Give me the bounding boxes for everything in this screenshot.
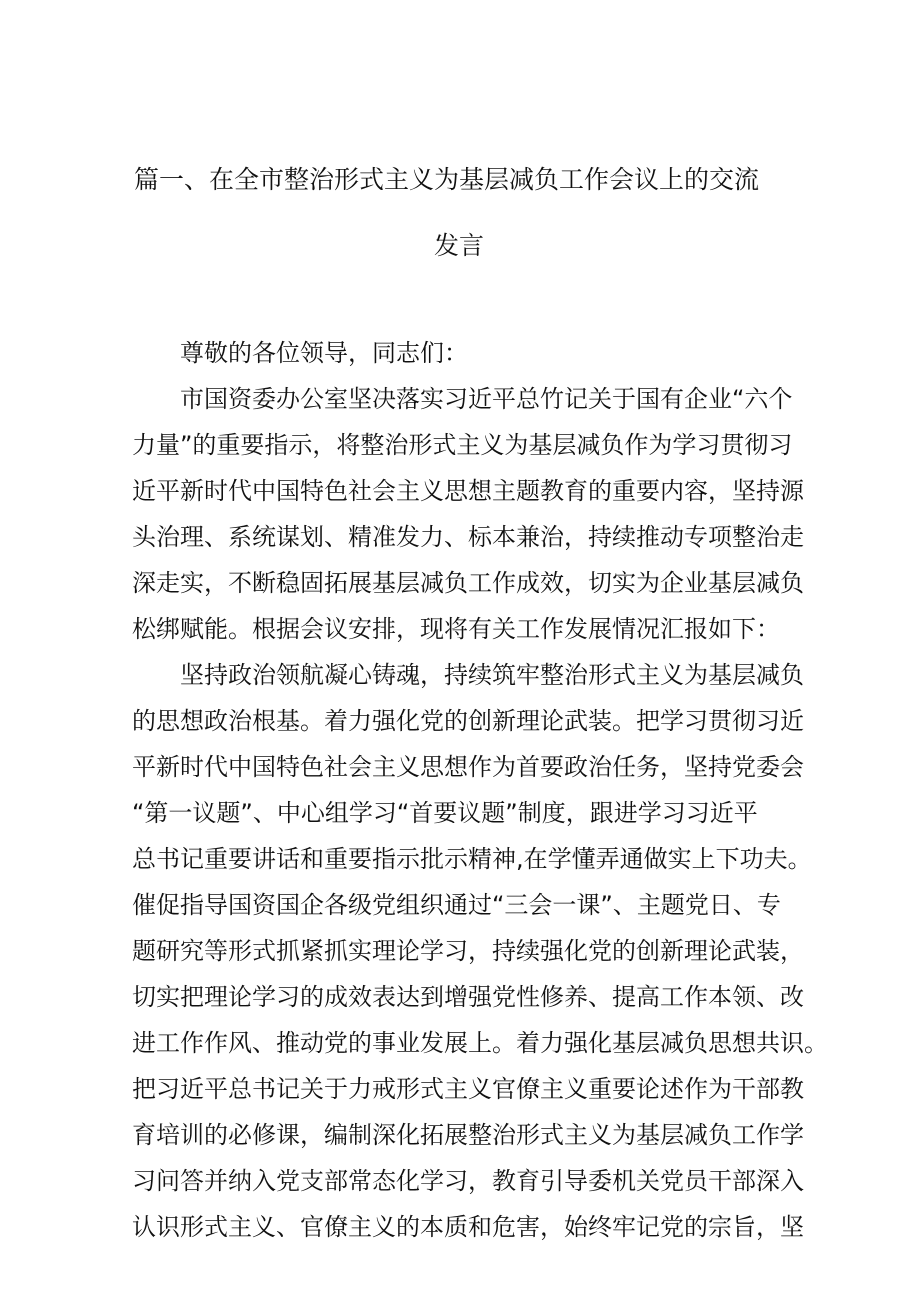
paragraph-2-line-8: 切实把理论学习的成效表达到增强党性修养、提高工作本领、改: [132, 983, 804, 1011]
paragraph-2-line-11: 育培训的必修课，编制深化拓展整治形式主义为基层减负工作学: [132, 1121, 804, 1149]
paragraph-2-line-3: 平新时代中国特色社会主义思想作为首要政治任务，坚持党委会: [132, 753, 804, 781]
paragraph-2-line-7: 题研究等形式抓紧抓实理论学习，持续强化党的创新理论武装，: [132, 937, 804, 965]
document-title-line-2: 发言: [434, 231, 485, 260]
paragraph-2-line-10: 把习近平总书记关于力戒形式主义官僚主义重要论述作为干部教: [132, 1075, 804, 1103]
paragraph-1-line-4: 头治理、系统谋划、精准发力、标本兼治，持续推动专项整治走: [132, 523, 804, 551]
paragraph-2-line-2: 的思想政治根基。着力强化党的创新理论武装。把学习贯彻习近: [132, 707, 804, 735]
document-body: [132, 330, 828, 1250]
paragraph-2-line-4: “第一议题”、中心组学习“首要议题”制度，跟进学习习近平: [132, 799, 758, 827]
document-title-line-1: 篇一、在全市整治形式主义为基层减负工作会议上的交流: [134, 165, 760, 194]
paragraph-1-line-1: 市国资委办公室坚决落实习近平总竹记关于国有企业“六个: [180, 385, 793, 413]
paragraph-2-line-1: 坚持政治领航凝心铸魂，持续筑牢整治形式主义为基层减负: [180, 661, 804, 689]
paragraph-2-line-6: 催促指导国资国企各级党组织通过“三会一课”、主题党日、专: [132, 891, 781, 919]
paragraph-1-line-5: 深走实，不断稳固拓展基层减负工作成效，切实为企业基层减负: [132, 569, 804, 597]
paragraph-2-line-12: 习问答并纳入党支部常态化学习，教育引导委机关党员干部深入: [132, 1167, 804, 1195]
paragraph-2-line-9: 进工作作风、推动党的事业发展上。着力强化基层减负思想共识。: [132, 1029, 828, 1057]
paragraph-1-line-2: 力量”的重要指示，将整治形式主义为基层减负作为学习贯彻习: [132, 431, 793, 459]
paragraph-1-line-3: 近平新时代中国特色社会主义思想主题教育的重要内容，坚持源: [132, 477, 804, 505]
salutation-line: 尊敬的各位领导，同志们：: [180, 339, 468, 367]
paragraph-1-line-6: 松绑赋能。根据会议安排，现将有关工作发展情况汇报如下：: [132, 615, 780, 643]
paragraph-2-line-5: 总书记重要讲话和重要指示批示精神,在学懂弄通做实上下功夫。: [132, 845, 812, 873]
paragraph-2-line-13: 认识形式主义、官僚主义的本质和危害，始终牢记党的宗旨，坚: [132, 1213, 804, 1241]
